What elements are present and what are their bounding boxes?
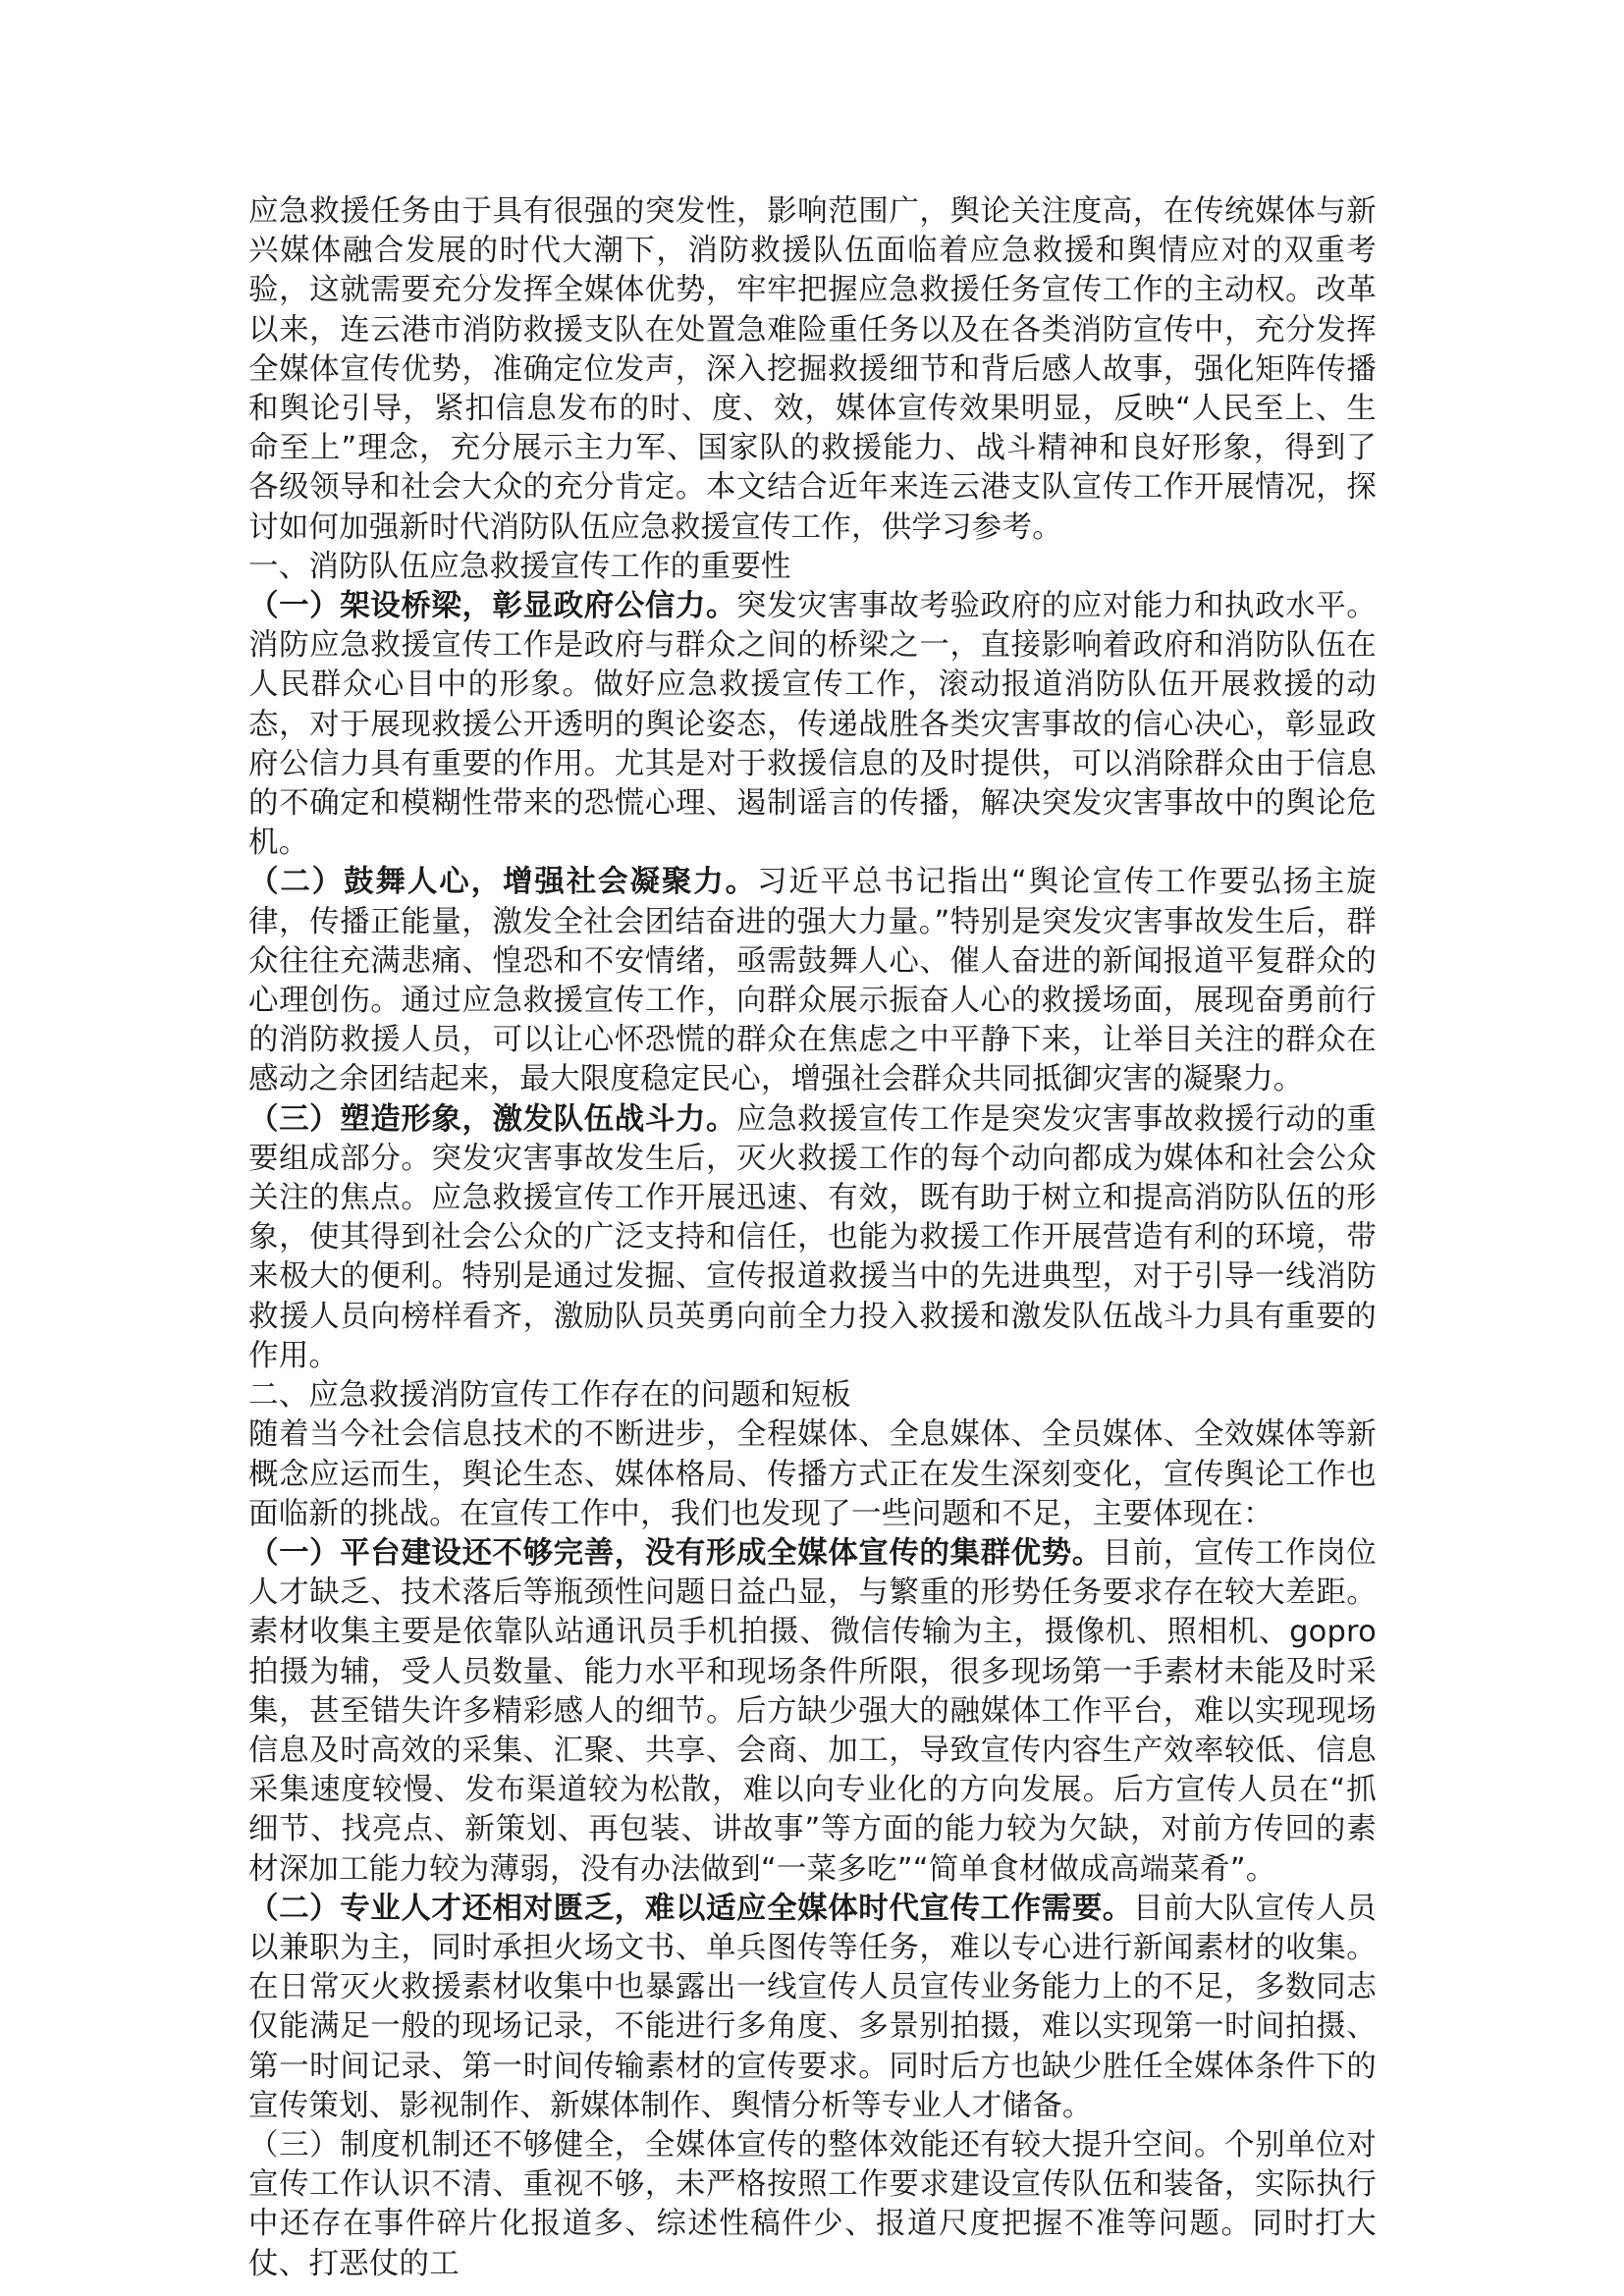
section-1-item-1-body: 突发灾害事故考验政府的应对能力和执政水平。消防应急救援宣传工作是政府与群众之间的桥梁之一，直接影响着政府和消防队伍在人民群众心目中的形象。做好应急救援宣传工作，滚动报道消防队伍开展救援的动态，对于展现救援公开透明的舆论姿态，传递战胜各类灾害事故的信心决心，彰显政府公信力具有重要的作用。尤其是对于救援信息的及时提供，可以消除群众由于信息的不确定和模糊性带来的恐慌心理、遏制谣言的传播，解决突发灾害事故中的舆论危机。 [248, 589, 1378, 861]
section-1-item-1-lead: （一）架设桥梁，彰显政府公信力。 [248, 589, 737, 624]
section-2-item-3-body: （三）制度机制还不够健全，全媒体宣传的整体效能还有较大提升空间。个别单位对宣传工作认识不清、重视不够，未严格按照工作要求建设宣传队伍和装备，实际执行中还存在事件碎片化报道多、综述性稿件少、报道尺度把握不准等问题。同时打大仗、打恶仗的工 [248, 2127, 1377, 2281]
section-1-item-3-body: 应急救援宣传工作是突发灾害事故救援行动的重要组成部分。突发灾害事故发生后，灭火救援工作的每个动向都成为媒体和社会公众关注的焦点。应急救援宣传工作开展迅速、有效，既有助于树立和提高消防队伍的形象，使其得到社会公众的广泛支持和信任，也能为救援工作开展营造有利的环境，带来极大的便利。特别是通过发掘、宣传报道救援当中的先进典型，对于引导一线消防救援人员向榜样看齐，激励队员英勇向前全力投入救援和激发队伍战斗力具有重要的作用。 [248, 1101, 1378, 1373]
section-2-item-1-lead: （一）平台建设还不够完善，没有形成全媒体宣传的集群优势。 [248, 1535, 1103, 1571]
section-1-item-2-body: 习近平总书记指出“舆论宣传工作要弘扬主旋律，传播正能量，激发全社会团结奋进的强大力量。”特别是突发灾害事故发生后，群众往往充满悲痛、惶恐和不安情绪，亟需鼓舞人心、催人奋进的新闻报道平复群众的心理创伤。通过应急救援宣传工作，向群众展示振奋人心的救援场面，展现奋勇前行的消防救援人员，可以让心怀恐慌的群众在焦虑之中平静下来，让举目关注的群众在感动之余团结起来，最大限度稳定民心，增强社会群众共同抵御灾害的凝聚力。 [248, 865, 1377, 1097]
intro-paragraph: 应急救援任务由于具有很强的突发性，影响范围广，舆论关注度高，在传统媒体与新兴媒体融合发展的时代大潮下，消防救援队伍面临着应急救援和舆情应对的双重考验，这就需要充分发挥全媒体优势，牢牢把握应急救援任务宣传工作的主动权。改革以来，连云港市消防救援支队在处置急难险重任务以及在各类消防宣传中，充分发挥全媒体宣传优势，准确定位发声，深入挖掘救援细节和背后感人故事，强化矩阵传播和舆论引导，紧扣信息发布的时、度、效，媒体宣传效果明显，反映“人民至上、生命至上”理念，充分展示主力军、国家队的救援能力、战斗精神和良好形象，得到了各级领导和社会大众的充分肯定。本文结合近年来连云港支队宣传工作开展情况，探讨如何加强新时代消防队伍应急救援宣传工作，供学习参考。 [248, 194, 1377, 545]
section-2-item-1-body: 目前，宣传工作岗位人才缺乏、技术落后等瓶颈性问题日益凸显，与繁重的形势任务要求存在较大差距。素材收集主要是依靠队站通讯员手机拍摄、微信传输为主，摄像机、照相机、gopro 拍摄为辅，受人员数量、能力水平和现场条件所限，很多现场第一手素材未能及时采集，甚至错失许多精彩感人的细节。后方缺少强大的融媒体工作平台，难以实现现场信息及时高效的采集、汇聚、共享、会商、加工，导致宣传内容生产效率较低、信息采集速度较慢、发布渠道较为松散，难以向专业化的方向发展。后方宣传人员在“抓细节、找亮点、新策划、再包装、讲故事”等方面的能力较为欠缺，对前方传回的素材深加工能力较为薄弱，没有办法做到“一菜多吃”“简单食材做成高端菜肴”。 [248, 1535, 1377, 1887]
section-1-heading: 一、消防队伍应急救援宣传工作的重要性 [248, 549, 791, 584]
section-1-item-2 [248, 863, 1377, 1099]
section-2-intro: 随着当今社会信息技术的不断进步，全程媒体、全息媒体、全员媒体、全效媒体等新概念应运而生，舆论生态、媒体格局、传播方式正在发生深刻变化，宣传舆论工作也面临新的挑战。在宣传工作中，我们也发现了一些问题和不足，主要体现在： [248, 1417, 1377, 1531]
section-2-item-3 [248, 2126, 1377, 2284]
section-2-heading: 二、应急救援消防宣传工作存在的问题和短板 [248, 1378, 851, 1414]
section-1-item-2-lead: （二）鼓舞人心，增强社会凝聚力。 [248, 865, 757, 900]
section-1-item-3 [248, 1100, 1377, 1376]
section-1-item-1 [248, 587, 1377, 863]
document-page [248, 192, 1377, 2284]
section-2-item-2 [248, 1890, 1377, 2126]
section-2-item-2-body: 目前大队宣传人员以兼职为主，同时承担火场文书、单兵图传等任务，难以专心进行新闻素材的收集。在日常灭火救援素材收集中也暴露出一线宣传人员宣传业务能力上的不足，多数同志仅能满足一般的现场记录，不能进行多角度、多景别拍摄，难以实现第一时间拍摄、第一时间记录、第一时间传输素材的宣传要求。同时后方也缺少胜任全媒体条件下的宣传策划、影视制作、新媒体制作、舆情分析等专业人才储备。 [248, 1891, 1377, 2123]
section-2-item-2-lead: （二）专业人才还相对匮乏，难以适应全媒体时代宣传工作需要。 [248, 1891, 1133, 1926]
section-2-item-1 [248, 1534, 1377, 1890]
section-1-item-3-lead: （三）塑造形象，激发队伍战斗力。 [248, 1101, 737, 1137]
